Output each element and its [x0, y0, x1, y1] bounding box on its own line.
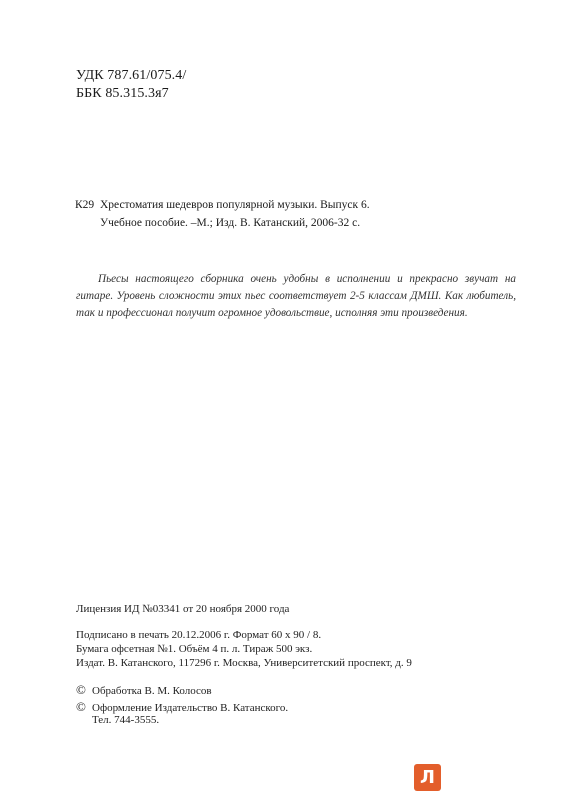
publisher-logo-icon: Л — [414, 764, 441, 791]
udk-code: УДК 787.61/075.4/ — [76, 68, 187, 83]
license-line: Лицензия ИД №03341 от 20 ноября 2000 года — [76, 603, 290, 615]
bibliographic-record-line2: Учебное пособие. –М.; Изд. В. Катанский, 2006-32 с. — [100, 217, 361, 229]
phone-line: Тел. 744-3555. — [92, 714, 160, 726]
copyright-icon: © — [76, 682, 86, 697]
paper-line: Бумага офсетная №1. Объём 4 п. л. Тираж 500 экз. — [76, 643, 313, 655]
design-credit: Оформление Издательство В. Катанского. — [92, 702, 289, 714]
bibliographic-record-line1 — [75, 199, 370, 211]
copyright-design — [76, 699, 288, 715]
arrangement-credit: Обработка В. М. Колосов — [92, 685, 212, 697]
publisher-address-line: Издат. В. Катанского, 117296 г. Москва, Университетский проспект, д. 9 — [76, 657, 412, 669]
print-signed-line: Подписано в печать 20.12.2006 г. Формат 60 х 90 / 8. — [76, 629, 322, 641]
author-mark: К29 — [75, 199, 95, 211]
copyright-arrangement — [76, 682, 212, 698]
annotation-text: Пьесы настоящего сборника очень удобны в исполнении и прекрасно звучат на гитаре. Уровень сложности этих пьес соответствует 2-5 классам ДМШ. Как любитель, так и профессионал получит огромное удовольствие, исполняя эти произведения. — [76, 273, 516, 319]
copyright-icon: © — [76, 699, 86, 714]
annotation — [76, 271, 516, 322]
book-title: Хрестоматия шедевров популярной музыки. Выпуск 6. — [100, 199, 370, 211]
bbk-code: ББК 85.315.3я7 — [76, 86, 169, 101]
